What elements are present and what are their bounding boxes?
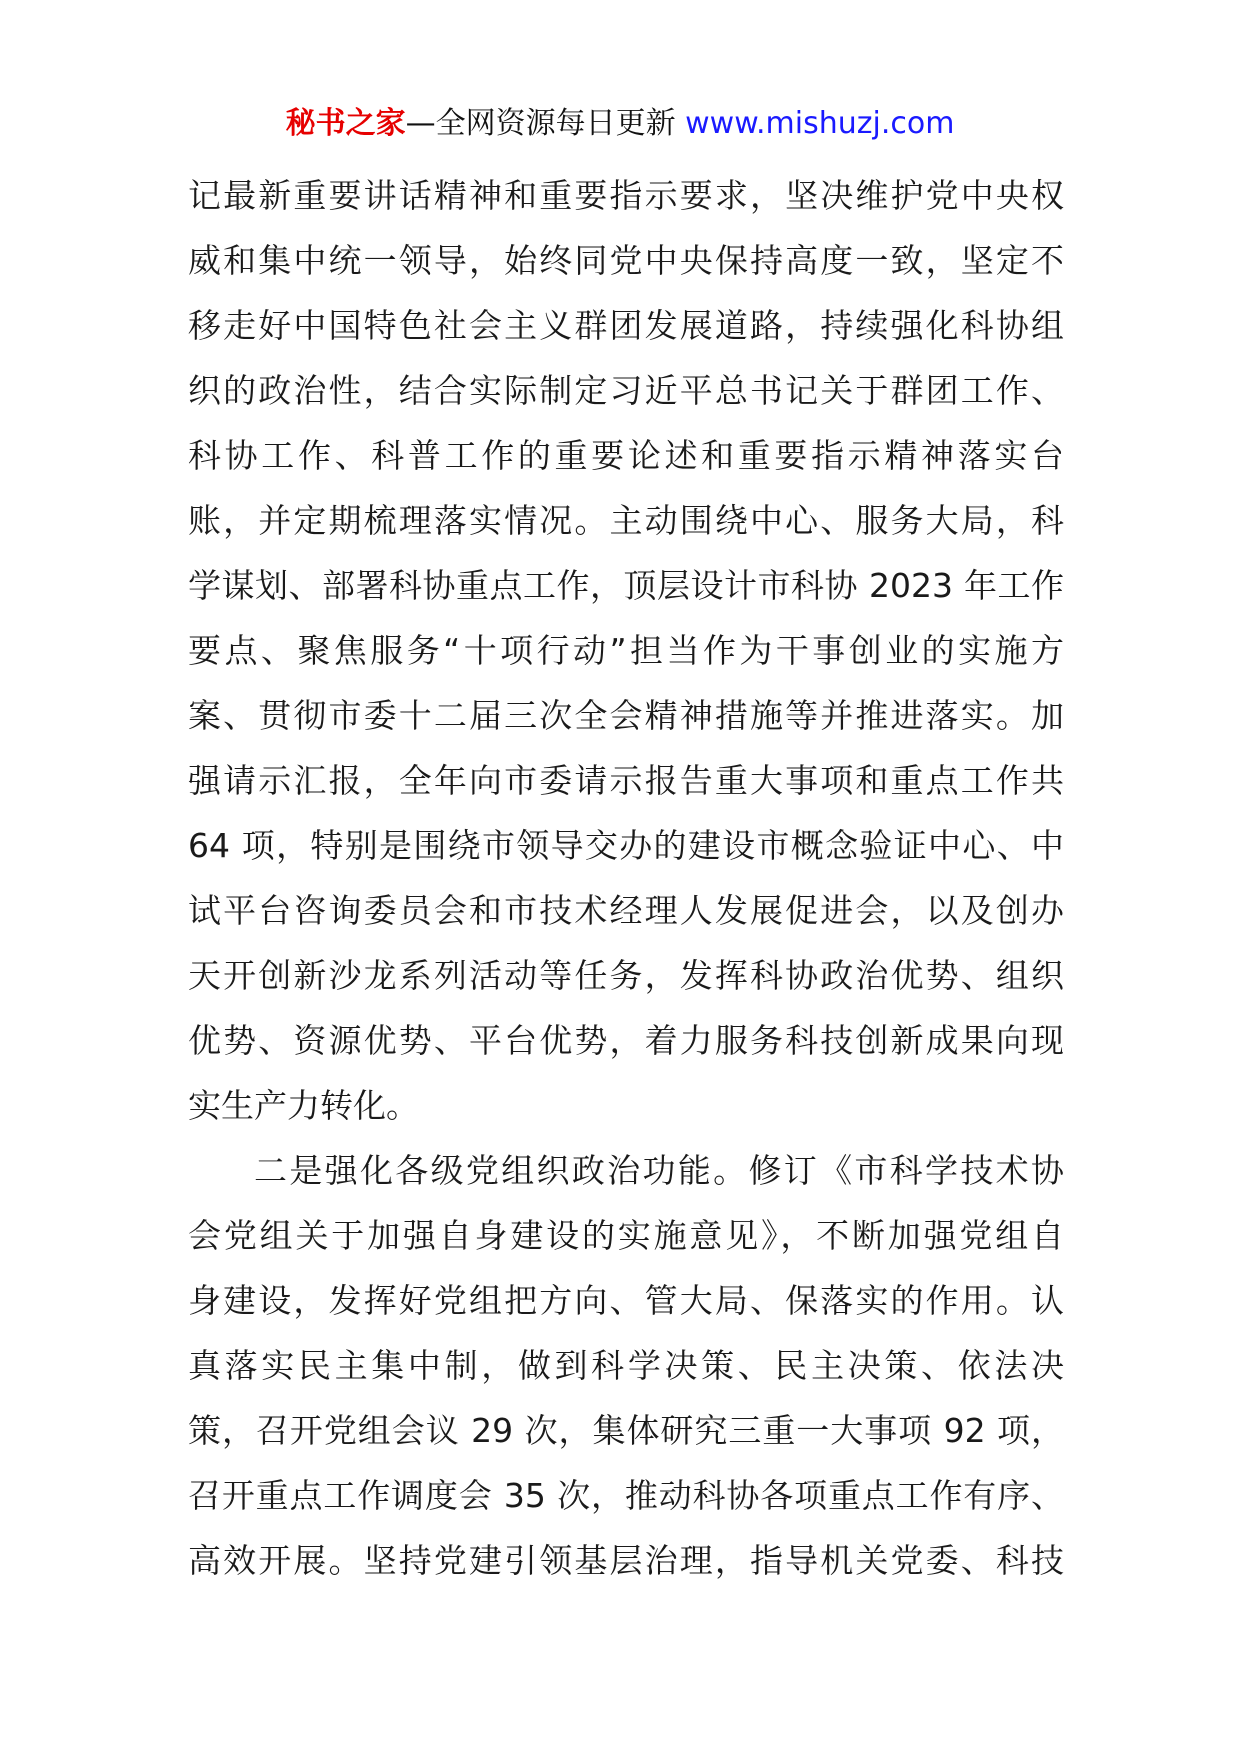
site-tagline: —全网资源每日更新: [405, 106, 676, 141]
text-line: 天开创新沙龙系列活动等任务，发挥科协政治优势、组织: [188, 956, 1064, 995]
site-url-link[interactable]: www.mishuzj.com: [685, 106, 955, 141]
paragraph-end-line: 实生产力转化。: [188, 1086, 419, 1125]
site-brand: 秘书之家: [285, 106, 406, 141]
text-line: 织的政治性，结合实际制定习近平总书记关于群团工作、: [188, 371, 1064, 410]
text-line: 会党组关于加强自身建设的实施意见》，不断加强党组自: [188, 1216, 1064, 1255]
text-line: 学谋划、部署科协重点工作，顶层设计市科协 2023 年工作: [188, 566, 1064, 605]
text-line: 记最新重要讲话精神和重要指示要求，坚决维护党中央权: [188, 176, 1064, 215]
text-line: 策，召开党组会议 29 次，集体研究三重一大事项 92 项，: [188, 1411, 1064, 1450]
text-line: 案、贯彻市委十二届三次全会精神措施等并推进落实。加: [188, 696, 1064, 735]
text-line: 账，并定期梳理落实情况。主动围绕中心、服务大局，科: [188, 501, 1064, 540]
text-line: 科协工作、科普工作的重要论述和重要指示精神落实台: [188, 436, 1064, 475]
text-line: 强请示汇报，全年向市委请示报告重大事项和重点工作共: [188, 761, 1064, 800]
text-line: 身建设，发挥好党组把方向、管大局、保落实的作用。认: [188, 1281, 1064, 1320]
text-line: 试平台咨询委员会和市技术经理人发展促进会，以及创办: [188, 891, 1064, 930]
text-line: 真落实民主集中制，做到科学决策、民主决策、依法决: [188, 1346, 1064, 1385]
document-body: [188, 163, 1064, 1593]
text-line: 64 项，特别是围绕市领导交办的建设市概念验证中心、中: [188, 826, 1064, 865]
text-line: 要点、聚焦服务“十项行动”担当作为干事创业的实施方: [188, 631, 1064, 670]
text-line: 移走好中国特色社会主义群团发展道路，持续强化科协组: [188, 306, 1064, 345]
paragraph-start-line: 二是强化各级党组织政治功能。修订《市科学技术协: [254, 1151, 1064, 1190]
text-line: 优势、资源优势、平台优势，着力服务科技创新成果向现: [188, 1021, 1064, 1060]
text-line: 召开重点工作调度会 35 次，推动科协各项重点工作有序、: [188, 1476, 1064, 1515]
page-header: [0, 104, 1240, 144]
text-line: 高效开展。坚持党建引领基层治理，指导机关党委、科技: [188, 1541, 1064, 1580]
text-line: 威和集中统一领导，始终同党中央保持高度一致，坚定不: [188, 241, 1064, 280]
